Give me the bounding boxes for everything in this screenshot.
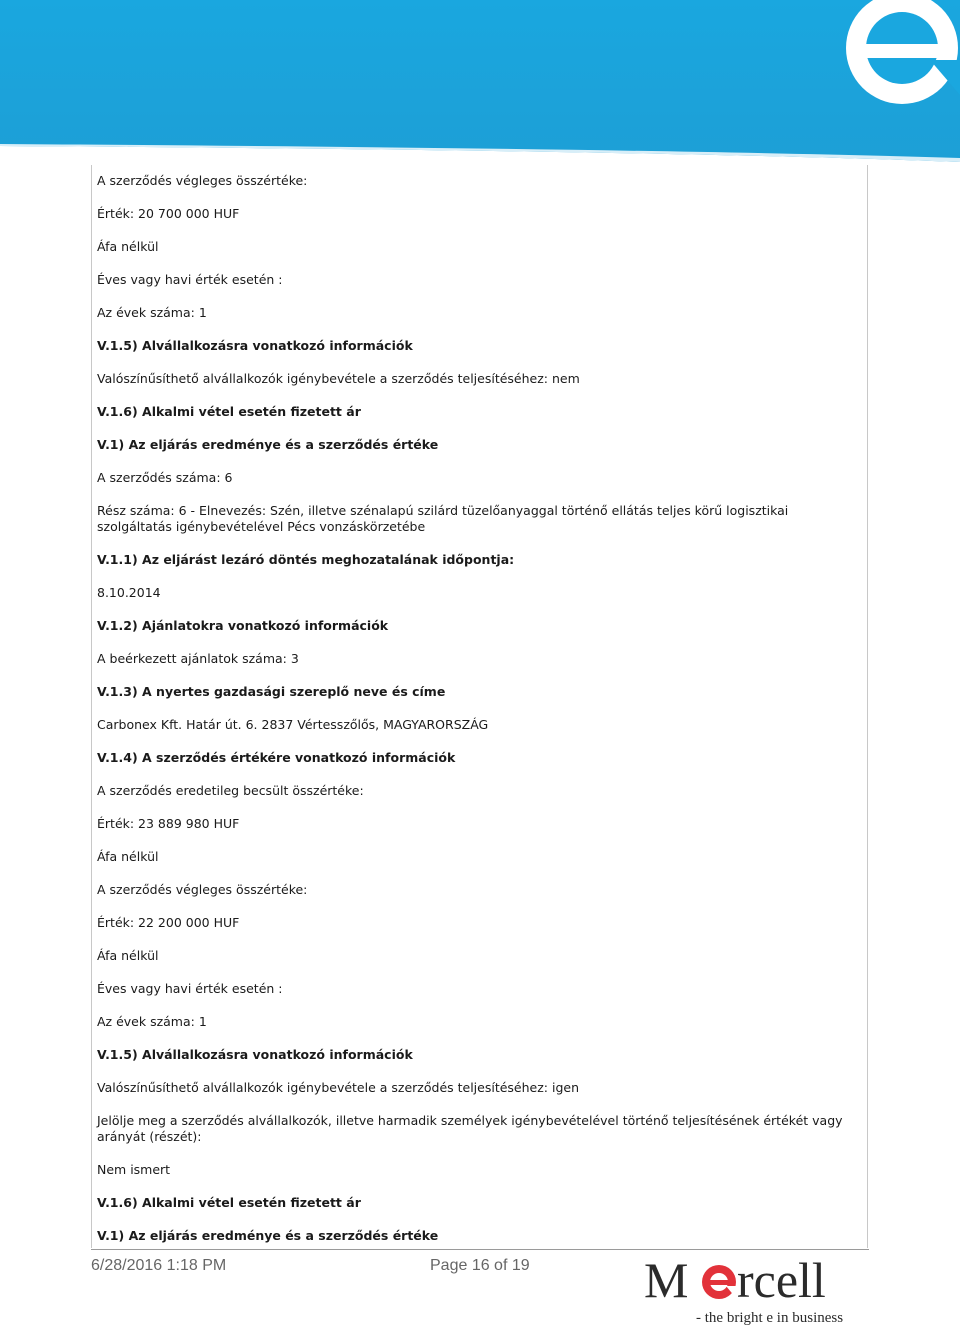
header-banner xyxy=(0,0,960,162)
red-e-icon xyxy=(702,1265,736,1299)
footer-timestamp: 6/28/2016 1:18 PM xyxy=(91,1257,227,1274)
document-body xyxy=(97,173,863,1261)
logo-text: rcell xyxy=(737,1253,826,1308)
text-line: Éves vagy havi érték esetén : xyxy=(97,272,283,287)
section-heading: V.1.3) A nyertes gazdasági szereplő neve és címe xyxy=(97,684,446,699)
text-line: A szerződés végleges összértéke: xyxy=(97,173,308,188)
section-heading: V.1.2) Ajánlatokra vonatkozó információk xyxy=(97,618,389,633)
text-line: Jelölje meg a szerződés alvállalkozók, illetve harmadik személyek igénybevételével történő teljesítésének értékét vagy arányát (részét): xyxy=(97,1113,843,1144)
text-line: A szerződés száma: 6 xyxy=(97,470,233,485)
text-line: Az évek száma: 1 xyxy=(97,1014,207,1029)
text-line: Áfa nélkül xyxy=(97,239,159,254)
text-line: Az évek száma: 1 xyxy=(97,305,207,320)
section-heading: V.1.1) Az eljárást lezáró döntés meghozatalának időpontja: xyxy=(97,552,515,567)
text-line: Valószínűsíthető alvállalkozók igénybevétele a szerződés teljesítéséhez: nem xyxy=(97,371,580,386)
section-heading: V.1) Az eljárás eredménye és a szerződés értéke xyxy=(97,1228,439,1243)
text-line: Valószínűsíthető alvállalkozók igénybevétele a szerződés teljesítéséhez: igen xyxy=(97,1080,580,1095)
text-line: A szerződés végleges összértéke: xyxy=(97,882,308,897)
text-line: Nem ismert xyxy=(97,1162,171,1177)
footer-page-number: Page 16 of 19 xyxy=(430,1257,530,1274)
text-line: Áfa nélkül xyxy=(97,948,159,963)
marcell-logo xyxy=(640,1253,870,1329)
section-heading: V.1) Az eljárás eredménye és a szerződés értéke xyxy=(97,437,439,452)
text-line: A beérkezett ajánlatok száma: 3 xyxy=(97,651,299,666)
text-line: Éves vagy havi érték esetén : xyxy=(97,981,283,996)
text-line: Érték: 22 200 000 HUF xyxy=(97,915,240,930)
text-line: Áfa nélkül xyxy=(97,849,159,864)
section-heading: V.1.4) A szerződés értékére vonatkozó információk xyxy=(97,750,456,765)
logo-letter-m: M xyxy=(644,1253,689,1308)
section-heading: V.1.6) Alkalmi vétel esetén fizetett ár xyxy=(97,1195,361,1210)
text-line: A szerződés eredetileg becsült összértéke: xyxy=(97,783,364,798)
section-heading: V.1.5) Alvállalkozásra vonatkozó információk xyxy=(97,338,413,353)
text-line: Érték: 20 700 000 HUF xyxy=(97,206,240,221)
section-heading: V.1.6) Alkalmi vétel esetén fizetett ár xyxy=(97,404,361,419)
section-heading: V.1.5) Alvállalkozásra vonatkozó információk xyxy=(97,1047,413,1062)
footer-divider xyxy=(91,1249,869,1250)
logo-tagline: - the bright e in business xyxy=(696,1310,844,1326)
text-line: Érték: 23 889 980 HUF xyxy=(97,816,240,831)
text-line: Carbonex Kft. Határ út. 6. 2837 Vértesszőlős, MAGYARORSZÁG xyxy=(97,717,489,732)
text-line: Rész száma: 6 - Elnevezés: Szén, illetve szénalapú szilárd tüzelőanyaggal történő ellátás teljes körű logisztikai szolgáltatás igénybevételével Pécs vonzáskörzetébe xyxy=(97,503,789,534)
text-line: 8.10.2014 xyxy=(97,585,161,600)
